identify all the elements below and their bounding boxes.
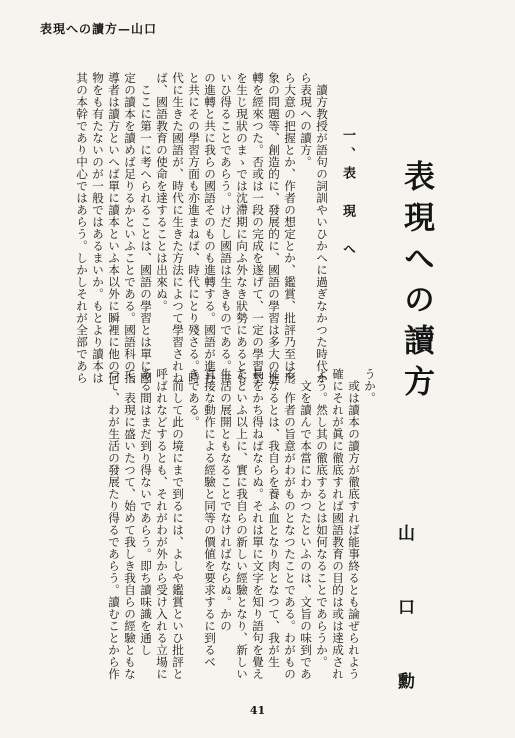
upper-column-3: 確にそれが眞に徹底すれば國語教育の目的は或は達成され	[331, 368, 345, 680]
upper-column-2: 或は讀本の讀方が徹底すれば能事終るとも論ぜられよう	[347, 368, 361, 680]
section-heading: 一、表 現 へ	[340, 128, 355, 261]
lower-column-1: ら表現への讀方。	[299, 72, 313, 168]
lower-column-5: 轉を經來つた。否或は一段の完成を遂げて、一定の學習型	[251, 72, 265, 384]
author-name: 山 口 勳	[394, 524, 414, 709]
lower-column-9: と共にその學習方面も亦進まねば、時代にとり殘さる。時	[187, 72, 201, 384]
upper-column-6: る。作者の旨意がわがものとなつたことである。わがもの	[283, 368, 297, 680]
upper-column-5: 文を讀んで本當にわかつたといふのは、文旨の味到であ	[299, 368, 313, 680]
upper-column-1: うか。	[363, 368, 377, 404]
lower-column-6: を生じ現狀のまゝでは沈滯期に向ふ外なき狀勢にあるとも	[235, 72, 249, 384]
page-number: 41	[249, 704, 266, 717]
upper-column-17: つて、わが生活の發展たり得るであらう。讀むことから作	[107, 368, 121, 680]
lower-column-14: 導者は讀方といへば單に讀本といふ本以外に瞬裡に他の何	[107, 72, 121, 384]
upper-column-4: よう。然し其の徹底するとは如何なることであらうか。	[315, 368, 329, 668]
upper-column-16: て、表現に盛いたつて、始めて我しき我自らの經驗ともな	[123, 368, 137, 680]
upper-column-11: 直接な動作による經驗と同等の價値を要求するに到るべ	[203, 368, 217, 668]
lower-column-10: 代に生きた國語が、時代に生きた方法によつて學習されね	[171, 72, 185, 384]
lower-column-8: の進轉と共に我らの國語そのものも進轉する。國語が進む	[203, 72, 217, 384]
lower-column-15: 物をも有たないのが一般ではあるまいか。もとより讀本は	[91, 72, 105, 384]
lower-column-3: ら大意の把握とか、作者の想定とか、鑑賞、批評乃至は形	[283, 72, 297, 384]
lower-column-12: ここに第一に考へられることは、國語の學習とは單に國	[139, 72, 153, 384]
lower-column-7: いひ得ることであらう。けだし國語は生きものである。世	[219, 72, 233, 384]
upper-column-7: になるとは、我自らを養ふ血となり肉となつて、我が生	[267, 368, 281, 668]
article-title: 表現への讀方	[398, 160, 434, 406]
upper-column-14: 呼ばれなどするとも、それがわが外から受け入れる立場に	[155, 368, 169, 680]
lower-column-11: ば、國語教育の使命を達することは出來ぬ。	[155, 72, 169, 312]
upper-column-10: 生活の展開ともなることでなければならぬ。かの	[219, 368, 233, 632]
running-head: 表現への讀方—山口	[40, 22, 158, 36]
upper-column-9: たといふ以上に、實に我自らの新しい經驗となり、新しい	[235, 368, 249, 680]
upper-column-13: 而して此の境にまで到るには、よしや鑑賞といひ批評と	[171, 368, 185, 680]
lower-column-2: 讀方教授が語句の詞訓やいひかへに過ぎなかつた時代か	[315, 72, 329, 384]
lower-column-13: 定の讀本を讀めば足りるかといふことである。國語科の指	[123, 72, 137, 384]
upper-column-12: きである。	[187, 368, 201, 428]
upper-column-8: 長をかち得ねばならぬ。それは單に文字を知り語句を覺え	[251, 368, 265, 680]
lower-column-16: 其の本幹であり中心ではあらう。しかしそれが全部であら	[75, 72, 89, 384]
lower-column-4: 象の問題等、創造的に、發展的に、國語の學習は多大の進	[267, 72, 281, 384]
upper-column-15: ある間はまだ到り得ないであらう。即ち讀味識を通し	[139, 368, 153, 656]
